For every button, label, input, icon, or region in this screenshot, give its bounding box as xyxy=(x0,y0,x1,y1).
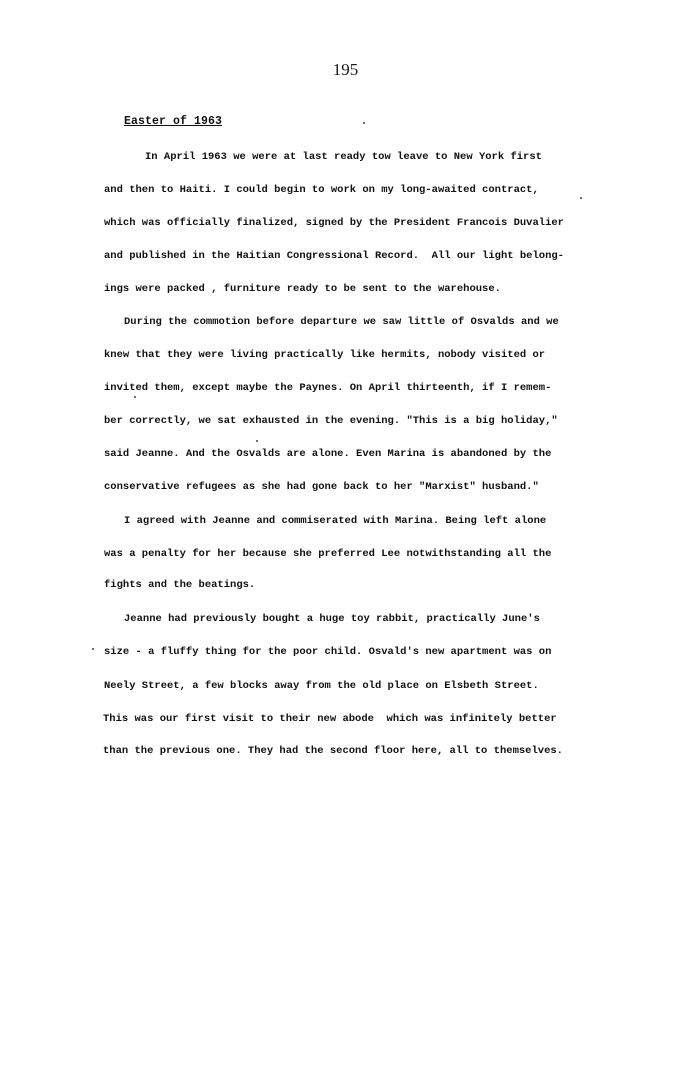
text-line: Neely Street, a few blocks away from the old place on Elsbeth Street. xyxy=(104,680,539,692)
scan-speck xyxy=(363,122,365,124)
scan-speck xyxy=(134,396,136,398)
text-line: invited them, except maybe the Paynes. On April thirteenth, if I remem- xyxy=(104,382,552,394)
text-line: I agreed with Jeanne and commiserated with Marina. Being left alone xyxy=(124,515,547,527)
text-line: which was officially finalized, signed by the President Francois Duvalier xyxy=(104,217,564,229)
text-line: than the previous one. They had the second floor here, all to themselves. xyxy=(103,745,563,757)
scan-speck xyxy=(256,440,258,442)
text-line: ber correctly, we sat exhausted in the evening. "This is a big holiday," xyxy=(104,415,558,427)
text-line: conservative refugees as she had gone back to her "Marxist" husband." xyxy=(104,481,539,493)
text-line: In April 1963 we were at last ready tow leave to New York first xyxy=(145,151,542,163)
text-line: During the commotion before departure we saw little of Osvalds and we xyxy=(124,316,559,328)
text-line: Jeanne had previously bought a huge toy rabbit, practically June's xyxy=(124,613,540,625)
text-line: was a penalty for her because she preferred Lee notwithstanding all the xyxy=(104,548,552,560)
text-line: fights and the beatings. xyxy=(104,579,256,591)
text-line: This was our first visit to their new abode which was infinitely better xyxy=(103,713,557,725)
text-line: size - a fluffy thing for the poor child. Osvald's new apartment was on xyxy=(104,646,552,658)
scan-speck xyxy=(92,648,94,650)
text-line: knew that they were living practically like hermits, nobody visited or xyxy=(104,349,546,361)
text-line: ings were packed , furniture ready to be sent to the warehouse. xyxy=(104,283,501,295)
text-line: and then to Haiti. I could begin to work on my long-awaited contract, xyxy=(104,184,539,196)
page-number: 195 xyxy=(332,60,359,79)
text-line: said Jeanne. And the Osvalds are alone. Even Marina is abandoned by the xyxy=(104,448,552,460)
section-title: Easter of 1963 xyxy=(124,115,223,128)
scan-speck xyxy=(580,197,582,199)
text-line: and published in the Haitian Congressional Record. All our light belong- xyxy=(104,250,564,262)
